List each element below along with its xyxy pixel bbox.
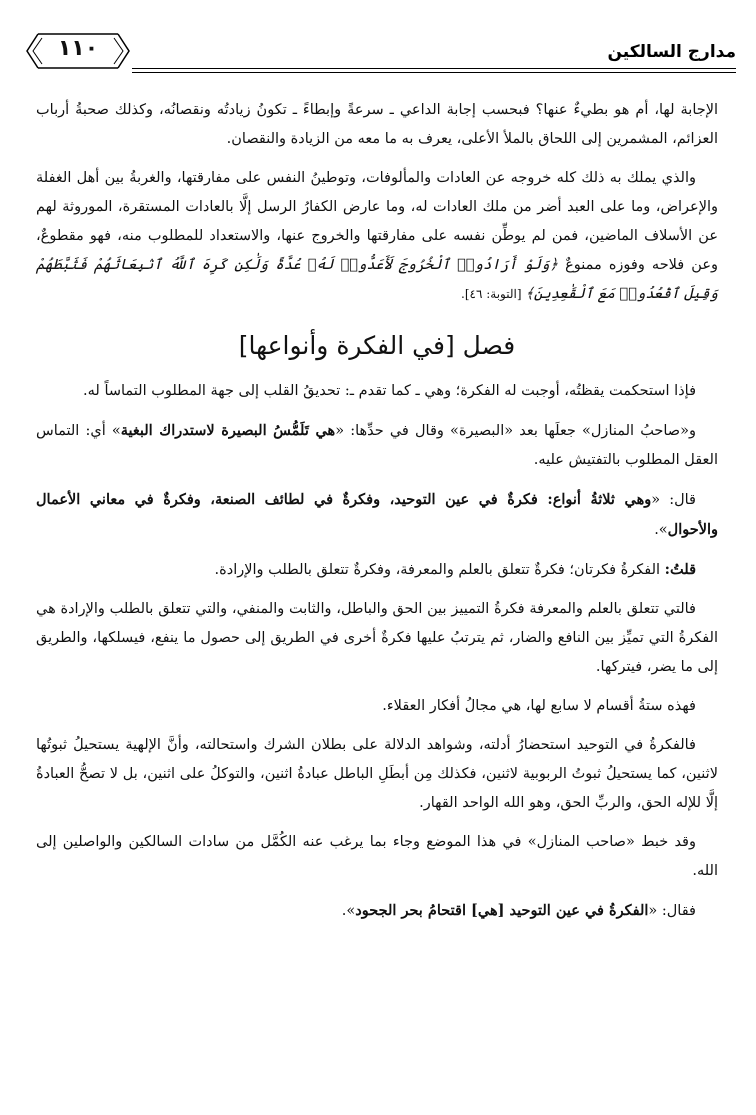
paragraph-4-quote: هي تَلَمُّسُ البصيرة لاستدراك البغية	[120, 422, 336, 439]
page-body	[36, 96, 718, 936]
verse-reference: [التوبة: ٤٦].	[461, 287, 526, 301]
quran-verse: ﴿وَلَوْ أَرَادُوا۟ ٱلْخُرُوجَ لَأَعَدُّوا۟ لَهُۥ عُدَّةً وَلَٰكِن كَرِهَ ٱللَّهُ ٱنۢبِعَاثَهُمْ فَثَبَّطَهُمْ وَقِيلَ ٱقْعُدُوا۟ مَعَ ٱلْقَٰعِدِينَ﴾	[36, 257, 718, 302]
book-title: مدارج السالكين	[607, 42, 736, 62]
paragraph-1: الإجابة لها، أم هو بطيءٌ عنها؟ فبحسب إجابة الداعي ـ سرعةً وإبطاءً ـ تكونُ زيادتُه ونقصانُه، وكذلك صحبةُ أرباب العزائم، المشمرين إلى اللحاق بالملأ الأعلى، يعرف به ما معه من الزيادة والنقصان.	[36, 102, 718, 147]
paragraph-6-lead: قلتُ:	[664, 561, 696, 578]
header-rule	[132, 68, 736, 69]
paragraph-10: وقد خبط «صاحب المنازل» في هذا الموضع وجاء بما يرغب عنه الكُمَّل من سادات السالكين والواصلين إلى الله.	[36, 834, 718, 879]
paragraph-4-text-a: و«صاحبُ المنازل» جعلَها بعد «البصيرة» وقال في حدِّها: «	[335, 423, 696, 439]
paragraph-5-quote: وهي ثلاثةُ أنواع: فكرةٌ في عين التوحيد، وفكرةٌ في لطائف الصنعة، وفكرةٌ في معاني الأعمال والأحوال	[36, 491, 718, 538]
paragraph-3: فإذا استحكمت يقظتُه، أوجبت له الفكرة؛ وهي ـ كما تقدم ـ: تحديقُ القلب إلى جهة المطلوب التماساً له.	[83, 383, 696, 399]
paragraph-2-text: والذي يملك به ذلك كله خروجه عن العادات والمألوفات، وتوطينُ النفس على مفارقتها، والغربةُ بين أهل الغفلة والإعراض، وما على العبد أضر من ملك العادات له، وما عارض الكفارُ الرسل إلَّا بالعادات المستقرة، الموروثة لهم عن الأسلاف الماضين، فمن لم يوطِّن نفسه على مفارقتها والخروج عنها، والاستعداد للمطلوب منه، فهو مقطوعٌ، وعن فلاحه وفوزه ممنوعٌ	[36, 170, 718, 273]
paragraph-5-text-c: ».	[654, 522, 668, 538]
paragraph-6-text: الفكرةُ فكرتان؛ فكرةٌ تتعلق بالعلم والمعرفة، وفكرةٌ تتعلق بالطلب والإرادة.	[214, 562, 665, 578]
paragraph-11-text-c: ».	[341, 903, 356, 919]
paragraph-11-quote: الفكرةُ في عين التوحيد [هي] اقتحامُ بحر الجحود	[355, 902, 649, 919]
section-heading: فصل [في الفكرة وأنواعها]	[238, 331, 516, 360]
paragraph-11-text-a: فقال: «	[648, 903, 696, 919]
paragraph-2	[36, 164, 718, 309]
paragraph-5-text-a: قال: «	[651, 492, 696, 508]
page-header	[24, 30, 736, 80]
header-rule-thin	[132, 72, 736, 73]
paragraph-11	[36, 896, 718, 926]
paragraph-9: فالفكرةُ في التوحيد استحضارُ أدلته، وشواهد الدلالة على بطلان الشرك واستحالته، وأنَّ الإلهية يستحيلُ ثبوتُها لاثنين، كما يستحيلُ ثبوتُ الربوبية لاثنين، فكذلك مِن أبطَلِ الباطل عبادةُ اثنين، والتوكلُ على اثنين، بل لا تصحُّ العبادةُ إلَّا للإله الحق، والربِّ الحق، وهو الله الواحد القهار.	[36, 737, 718, 811]
page-number-text: ١١٠	[57, 36, 99, 61]
paragraph-8: فهذه ستةُ أقسام لا سابع لها، هي مجالُ أفكار العقلاء.	[382, 698, 696, 714]
page-number-frame	[24, 30, 132, 72]
paragraph-7: فالتي تتعلق بالعلم والمعرفة فكرةُ التمييز بين الحق والباطل، والثابت والمنفي، والتي تتعلق بالطلب والإرادة هي الفكرةُ التي تميِّز بين النافع والضار، ثم يترتبُ عليها فكرةٌ أخرى في الطريق إلى حصول ما ينفع، فيسلكها، والطريق إلى ما يضر، فيتركها.	[36, 601, 718, 675]
paragraph-4-text-c: » أي: التماس العقل المطلوب بالتفتيش عليه.	[36, 423, 718, 468]
paragraph-4	[36, 416, 718, 475]
paragraph-6	[36, 555, 718, 585]
paragraph-5	[36, 485, 718, 545]
